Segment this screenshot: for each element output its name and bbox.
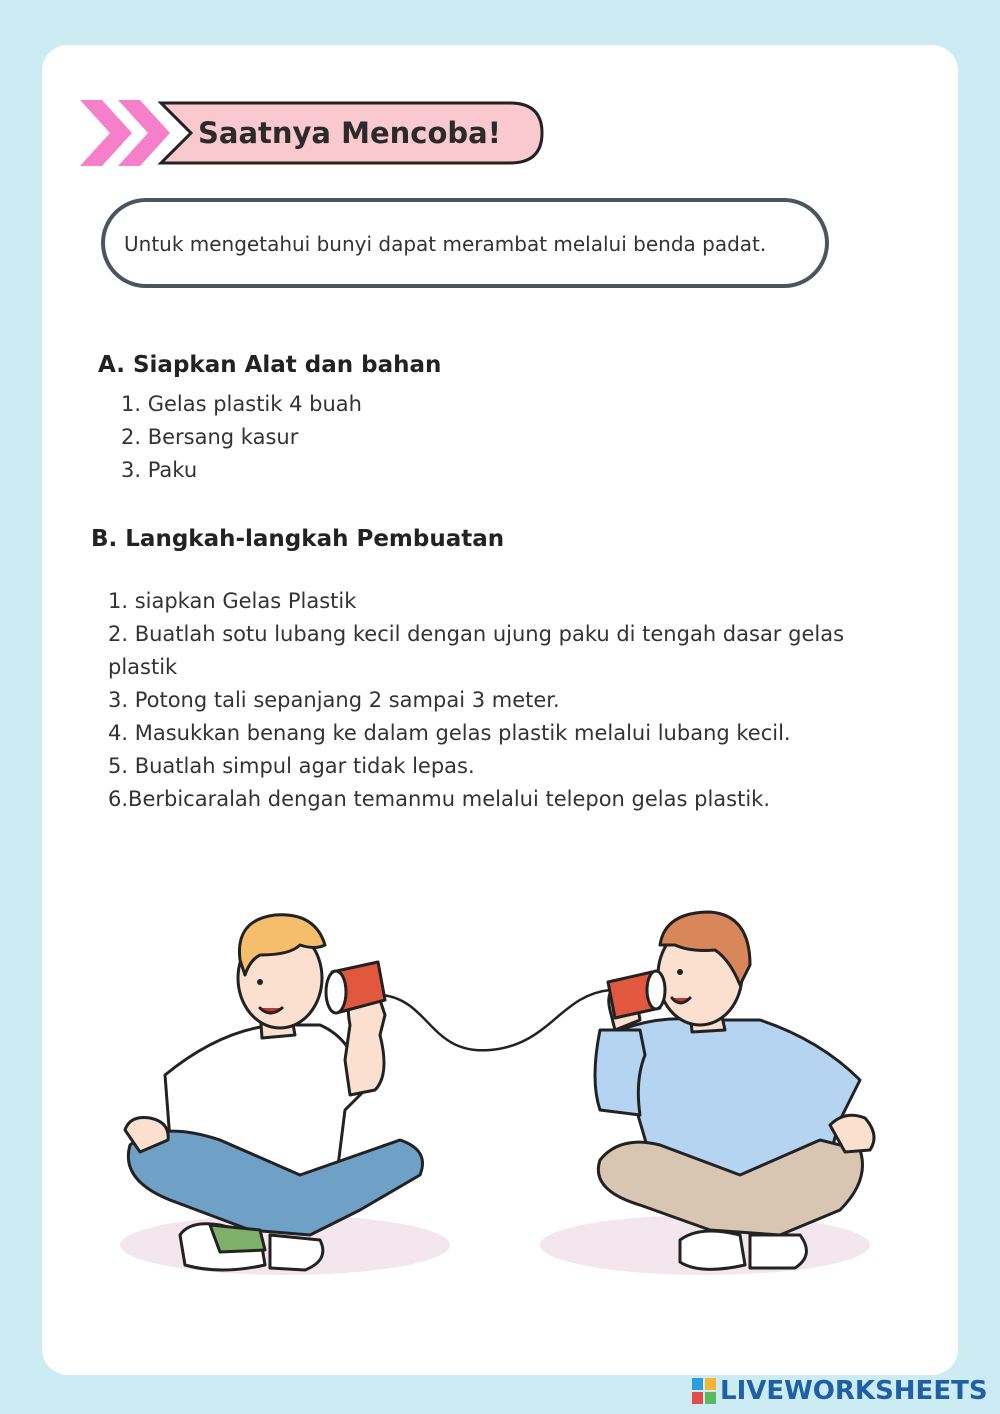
logo-text: LIVEWORKSHEETS — [720, 1376, 988, 1406]
live-badge-icon — [692, 1378, 716, 1404]
list-item: 3. Paku — [121, 458, 198, 482]
list-item: 2. Bersang kasur — [121, 425, 299, 449]
list-item: 5. Buatlah simpul agar tidak lepas. — [108, 754, 475, 778]
materials-list — [121, 388, 362, 487]
list-item: 1. siapkan Gelas Plastik — [108, 589, 357, 613]
tin-can-phone-illustration — [100, 890, 900, 1290]
section-a-heading: A. Siapkan Alat dan bahan — [98, 352, 442, 378]
purpose-text: Untuk mengetahui bunyi dapat merambat melalui benda padat. — [124, 232, 767, 256]
list-item: 1. Gelas plastik 4 buah — [121, 392, 362, 416]
list-item: 4. Masukkan benang ke dalam gelas plastik melalui lubang kecil. — [108, 721, 791, 745]
section-b-heading: B. Langkah-langkah Pembuatan — [91, 526, 505, 552]
steps-list — [108, 585, 848, 816]
liveworksheets-logo — [692, 1374, 988, 1408]
list-item: 6.Berbicaralah dengan temanmu melalui telepon gelas plastik. — [108, 787, 770, 811]
list-item: 3. Potong tali sepanjang 2 sampai 3 meter. — [108, 688, 560, 712]
list-item: 2. Buatlah sotu lubang kecil dengan ujung paku di tengah dasar gelas plastik — [108, 622, 845, 679]
page-title: Saatnya Mencoba! — [198, 116, 501, 150]
